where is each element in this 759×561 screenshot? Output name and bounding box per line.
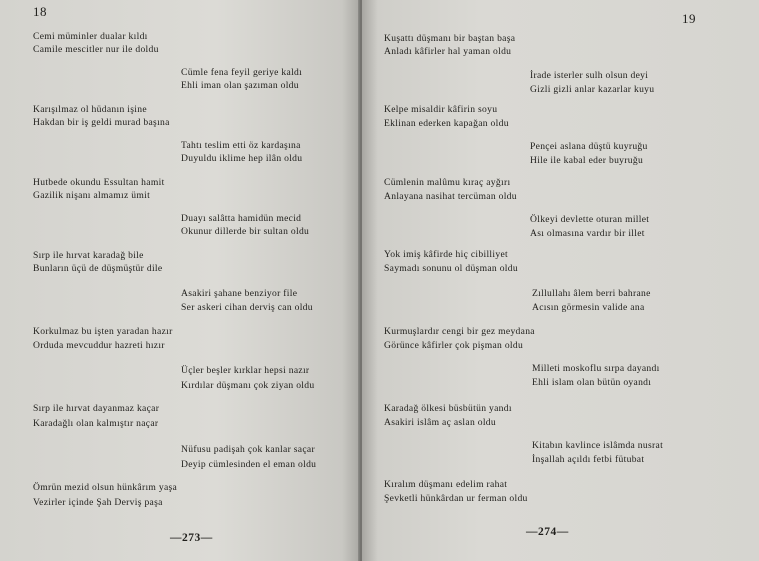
poem-line: Yok imiş kâfirde hiç cibilliyet: [384, 249, 508, 260]
poem-line: Karışılmaz ol hüdanın işine: [33, 104, 147, 115]
poem-line: Okunur dillerde bir sultan oldu: [181, 226, 310, 237]
poem-line: Duayı salâtta hamidün mecid: [181, 213, 302, 224]
poem-line: Ölkeyi devlette oturan millet: [530, 214, 650, 225]
poem-line: Üçler beşler kırklar hepsi nazır: [181, 365, 310, 376]
poem-line: Saymadı sonunu ol düşman oldu: [384, 263, 518, 274]
left-page-number: 18: [33, 4, 47, 19]
poem-line: Ası olmasına vardır bir illet: [530, 228, 645, 239]
poem-line: Asakiri islâm aç aslan oldu: [384, 417, 497, 428]
poem-line: Karadağ ölkesi büsbütün yandı: [384, 403, 512, 414]
poem-line: Deyip cümlesinden el eman oldu: [181, 459, 317, 470]
poem-line: Şevketli hünkârdan ur ferman oldu: [384, 493, 528, 504]
poem-line: Cümlenin malûmu kıraç ayğırı: [384, 177, 511, 188]
poem-line: Ser askeri cihan derviş can oldu: [181, 302, 313, 313]
poem-line: Tahtı teslim etti öz kardaşına: [181, 140, 301, 151]
poem-line: Asakiri şahane benziyor file: [181, 288, 298, 299]
poem-line: Pençei aslana düştü kuyruğu: [530, 141, 648, 152]
poem-line: Kırdılar düşmanı çok ziyan oldu: [181, 380, 315, 391]
poem-line: İnşallah açıldı fetbi fütubat: [532, 454, 645, 465]
poem-line: Sırp ile hırvat karadağ bile: [33, 250, 144, 261]
poem-line: Kuşattı düşmanı bir baştan başa: [384, 33, 516, 44]
poem-line: Hile ile kabal eder buyruğu: [530, 155, 644, 166]
poem-line: Vezirler içinde Şah Derviş paşa: [33, 497, 163, 508]
poem-line: Hakdan bir iş geldi murad başına: [33, 117, 170, 128]
poem-line: Ehli islam olan bütün oyandı: [532, 377, 652, 388]
poem-line: Acısın görmesin valide ana: [532, 302, 645, 313]
poem-line: Duyuldu iklime hep ilân oldu: [181, 153, 303, 164]
poem-line: Bunların üçü de düşmüştür dile: [33, 263, 163, 274]
poem-line: Kelpe misaldir kâfirin soyu: [384, 104, 498, 115]
poem-line: İrade isterler sulh olsun deyi: [530, 70, 649, 81]
poem-line: Ehli iman olan şazıman oldu: [181, 80, 299, 91]
poem-line: Kıralım düşmanı edelim rahat: [384, 479, 508, 490]
right-page-number: 19: [682, 11, 696, 26]
poem-line: Anladı kâfirler hal yaman oldu: [384, 46, 512, 57]
poem-line: Orduda mevcuddur hazreti hızır: [33, 340, 165, 351]
poem-line: Görünce kâfirler çok pişman oldu: [384, 340, 524, 351]
poem-line: Gizli gizli anlar kazarlar kuyu: [530, 84, 655, 95]
poem-line: Kurmuşlardır cengi bir gez meydana: [384, 326, 535, 337]
poem-line: Sırp ile hırvat dayanmaz kaçar: [33, 403, 160, 414]
poem-line: Hutbede okundu Essultan hamit: [33, 177, 165, 188]
right-page-footer-number: —274—: [526, 526, 569, 538]
poem-line: Kitabın kavlince islâmda nusrat: [532, 440, 664, 451]
poem-line: Nüfusu padişah çok kanlar saçar: [181, 444, 315, 455]
left-page: [0, 0, 360, 561]
poem-line: Cümle fena feyil geriye kaldı: [181, 67, 303, 78]
poem-line: Camile mescitler nur ile doldu: [33, 44, 159, 55]
poem-line: Milleti moskoflu sırpa dayandı: [532, 363, 660, 374]
poem-line: Eklinan ederken kapağan oldu: [384, 118, 509, 129]
poem-line: Karadağlı olan kalmıştır naçar: [33, 418, 159, 429]
poem-line: Gazilik nişanı almamız ümit: [33, 190, 151, 201]
poem-line: Cemi müminler dualar kıldı: [33, 31, 148, 42]
poem-line: Anlayana nasihat tercüman oldu: [384, 191, 517, 202]
poem-line: Zıllullahı âlem berri bahrane: [532, 288, 651, 299]
right-page: [362, 0, 759, 561]
left-page-footer-number: —273—: [170, 532, 213, 544]
poem-line: Korkulmaz bu işten yaradan hazır: [33, 326, 173, 337]
poem-line: Ömrün mezid olsun hünkârım yaşa: [33, 482, 178, 493]
